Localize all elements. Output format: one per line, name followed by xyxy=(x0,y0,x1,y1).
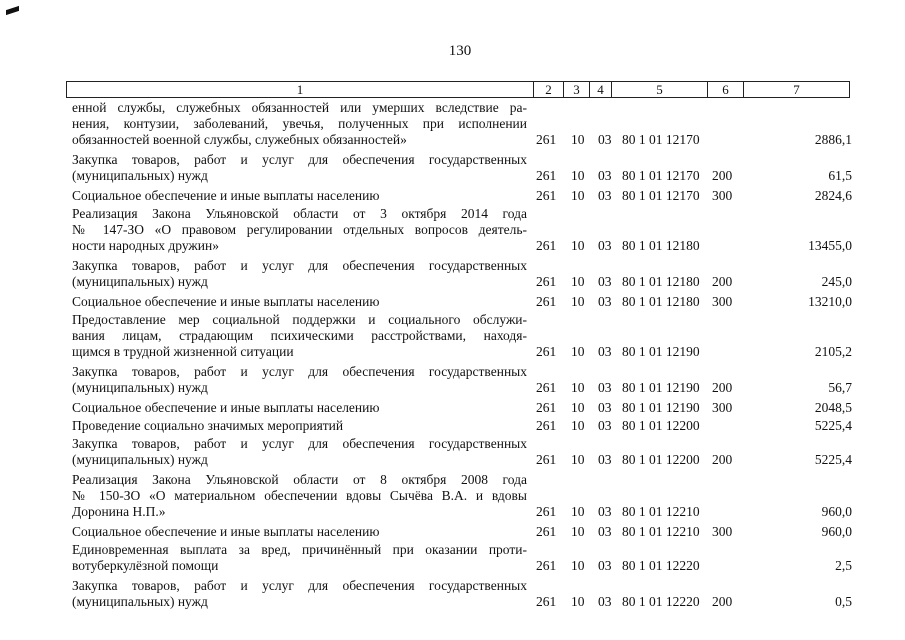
target-article-code: 80 1 01 12220 xyxy=(622,558,700,573)
description-line: Социальное обеспечение и иные выплаты населению xyxy=(72,400,380,415)
subsection-code: 03 xyxy=(598,400,612,415)
amount: 2824,6 xyxy=(814,188,852,203)
header-col-1: 1 xyxy=(296,82,304,97)
target-article-code: 80 1 01 12200 xyxy=(622,418,700,433)
amount: 13210,0 xyxy=(808,294,852,309)
row-description xyxy=(72,206,527,254)
ministry-code: 261 xyxy=(536,344,557,359)
amount: 61,5 xyxy=(828,168,852,183)
ministry-code: 261 xyxy=(536,132,557,147)
ministry-code: 261 xyxy=(536,238,557,253)
target-article-code: 80 1 01 12220 xyxy=(622,594,700,609)
table-row xyxy=(72,152,852,184)
amount: 960,0 xyxy=(821,504,852,519)
row-description xyxy=(72,100,527,148)
amount: 2105,2 xyxy=(814,344,852,359)
description-line: Предоставление мер социальной поддержки и социального обслужи- xyxy=(72,312,527,327)
table-row xyxy=(72,294,852,310)
section-code: 10 xyxy=(571,294,585,309)
table-header xyxy=(66,81,850,98)
expense-type-code: 300 xyxy=(712,188,733,203)
amount: 13455,0 xyxy=(808,238,852,253)
description-line: Закупка товаров, работ и услуг для обеспечения государственных xyxy=(72,578,527,593)
header-col-3: 3 xyxy=(563,82,589,97)
table-row xyxy=(72,542,852,574)
description-line: Проведение социально значимых мероприятий xyxy=(72,418,344,433)
table-row xyxy=(72,312,852,360)
target-article-code: 80 1 01 12190 xyxy=(622,380,700,395)
expense-type-code: 200 xyxy=(712,168,733,183)
table-row xyxy=(72,418,852,434)
header-col-5: 5 xyxy=(611,82,707,97)
description-line: Реализация Закона Ульяновской области от 3 октября 2014 года xyxy=(72,206,527,221)
section-code: 10 xyxy=(571,238,585,253)
subsection-code: 03 xyxy=(598,594,612,609)
description-line: ности народных дружин» xyxy=(72,238,219,253)
description-line: Социальное обеспечение и иные выплаты населению xyxy=(72,188,380,203)
section-code: 10 xyxy=(571,344,585,359)
section-code: 10 xyxy=(571,168,585,183)
ministry-code: 261 xyxy=(536,504,557,519)
expense-type-code: 300 xyxy=(712,524,733,539)
header-col-4: 4 xyxy=(589,82,611,97)
subsection-code: 03 xyxy=(598,274,612,289)
row-description xyxy=(72,188,527,204)
row-description xyxy=(72,418,527,434)
section-code: 10 xyxy=(571,558,585,573)
description-line: (муниципальных) нужд xyxy=(72,274,208,289)
description-line: обязанностей военной службы, служебных обязанностей» xyxy=(72,132,407,147)
row-description xyxy=(72,152,527,184)
subsection-code: 03 xyxy=(598,344,612,359)
row-description xyxy=(72,400,527,416)
section-code: 10 xyxy=(571,594,585,609)
description-line: Доронина Н.П.» xyxy=(72,504,166,519)
description-line: Закупка товаров, работ и услуг для обеспечения государственных xyxy=(72,364,527,379)
subsection-code: 03 xyxy=(598,504,612,519)
page-number: 130 xyxy=(448,43,472,59)
description-line: Единовременная выплата за вред, причинённый при оказании проти- xyxy=(72,542,527,557)
section-code: 10 xyxy=(571,418,585,433)
description-line: Закупка товаров, работ и услуг для обеспечения государственных xyxy=(72,258,527,273)
row-description xyxy=(72,542,527,574)
section-code: 10 xyxy=(571,524,585,539)
target-article-code: 80 1 01 12210 xyxy=(622,524,700,539)
subsection-code: 03 xyxy=(598,238,612,253)
row-description xyxy=(72,524,527,540)
table-row xyxy=(72,400,852,416)
target-article-code: 80 1 01 12170 xyxy=(622,188,700,203)
row-description xyxy=(72,578,527,610)
section-code: 10 xyxy=(571,504,585,519)
description-line: щимся в трудной жизненной ситуации xyxy=(72,344,294,359)
amount: 0,5 xyxy=(835,594,852,609)
description-line: (муниципальных) нужд xyxy=(72,380,208,395)
header-col-7: 7 xyxy=(743,82,849,97)
section-code: 10 xyxy=(571,188,585,203)
table-row xyxy=(72,206,852,254)
subsection-code: 03 xyxy=(598,168,612,183)
description-line: нения, контузии, заболеваний, увечья, полученных при исполнении xyxy=(72,116,527,131)
header-col-2: 2 xyxy=(533,82,563,97)
amount: 2886,1 xyxy=(814,132,852,147)
description-line: № 147-ЗО «О правовом регулировании отдельных вопросов деятель- xyxy=(72,222,527,237)
row-description xyxy=(72,364,527,396)
subsection-code: 03 xyxy=(598,294,612,309)
amount: 5225,4 xyxy=(814,418,852,433)
ministry-code: 261 xyxy=(536,168,557,183)
amount: 5225,4 xyxy=(814,452,852,467)
amount: 2,5 xyxy=(835,558,852,573)
target-article-code: 80 1 01 12170 xyxy=(622,132,700,147)
ministry-code: 261 xyxy=(536,400,557,415)
description-line: (муниципальных) нужд xyxy=(72,594,208,609)
description-line: Закупка товаров, работ и услуг для обеспечения государственных xyxy=(72,436,527,451)
target-article-code: 80 1 01 12180 xyxy=(622,274,700,289)
section-code: 10 xyxy=(571,380,585,395)
ministry-code: 261 xyxy=(536,594,557,609)
subsection-code: 03 xyxy=(598,418,612,433)
description-line: вания лицам, страдающим психическими расстройствами, находя- xyxy=(72,328,527,343)
subsection-code: 03 xyxy=(598,188,612,203)
header-col-6: 6 xyxy=(707,82,743,97)
subsection-code: 03 xyxy=(598,452,612,467)
subsection-code: 03 xyxy=(598,524,612,539)
row-description xyxy=(72,294,527,310)
amount: 56,7 xyxy=(828,380,852,395)
target-article-code: 80 1 01 12190 xyxy=(622,400,700,415)
description-line: (муниципальных) нужд xyxy=(72,168,208,183)
expense-type-code: 200 xyxy=(712,594,733,609)
description-line: енной службы, служебных обязанностей или умерших вследствие ра- xyxy=(72,100,527,115)
amount: 2048,5 xyxy=(814,400,852,415)
target-article-code: 80 1 01 12170 xyxy=(622,168,700,183)
ministry-code: 261 xyxy=(536,294,557,309)
target-article-code: 80 1 01 12180 xyxy=(622,294,700,309)
table-row xyxy=(72,472,852,520)
expense-type-code: 200 xyxy=(712,452,733,467)
table-row xyxy=(72,436,852,468)
ministry-code: 261 xyxy=(536,188,557,203)
row-description xyxy=(72,472,527,520)
expense-type-code: 200 xyxy=(712,380,733,395)
subsection-code: 03 xyxy=(598,558,612,573)
ministry-code: 261 xyxy=(536,524,557,539)
target-article-code: 80 1 01 12200 xyxy=(622,452,700,467)
description-line: (муниципальных) нужд xyxy=(72,452,208,467)
row-description xyxy=(72,312,527,360)
description-line: Реализация Закона Ульяновской области от 8 октября 2008 года xyxy=(72,472,527,487)
description-line: Социальное обеспечение и иные выплаты населению xyxy=(72,294,380,309)
ministry-code: 261 xyxy=(536,274,557,289)
section-code: 10 xyxy=(571,400,585,415)
target-article-code: 80 1 01 12190 xyxy=(622,344,700,359)
ministry-code: 261 xyxy=(536,452,557,467)
ministry-code: 261 xyxy=(536,380,557,395)
amount: 960,0 xyxy=(821,524,852,539)
section-code: 10 xyxy=(571,132,585,147)
description-line: Закупка товаров, работ и услуг для обеспечения государственных xyxy=(72,152,527,167)
table-row xyxy=(72,524,852,540)
table-row xyxy=(72,578,852,610)
ministry-code: 261 xyxy=(536,558,557,573)
row-description xyxy=(72,436,527,468)
table-row xyxy=(72,258,852,290)
table-row xyxy=(72,188,852,204)
target-article-code: 80 1 01 12180 xyxy=(622,238,700,253)
description-line: № 150-ЗО «О материальном обеспечении вдовы Сычёва В.А. и вдовы xyxy=(72,488,527,503)
row-description xyxy=(72,258,527,290)
amount: 245,0 xyxy=(821,274,852,289)
table-row xyxy=(72,100,852,148)
ministry-code: 261 xyxy=(536,418,557,433)
target-article-code: 80 1 01 12210 xyxy=(622,504,700,519)
scan-mark xyxy=(6,6,19,15)
expense-type-code: 300 xyxy=(712,400,733,415)
section-code: 10 xyxy=(571,452,585,467)
section-code: 10 xyxy=(571,274,585,289)
expense-type-code: 300 xyxy=(712,294,733,309)
expense-type-code: 200 xyxy=(712,274,733,289)
subsection-code: 03 xyxy=(598,132,612,147)
subsection-code: 03 xyxy=(598,380,612,395)
description-line: вотуберкулёзной помощи xyxy=(72,558,219,573)
table-row xyxy=(72,364,852,396)
description-line: Социальное обеспечение и иные выплаты населению xyxy=(72,524,380,539)
